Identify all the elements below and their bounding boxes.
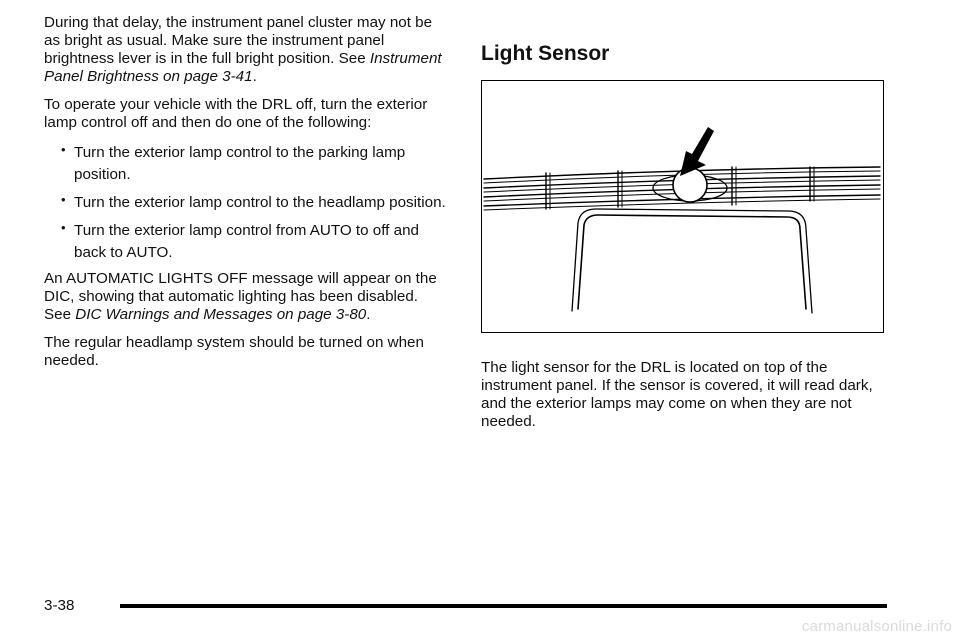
list-item: • Turn the exterior lamp control to the parking lamp position. [44,142,446,186]
page-footer [44,597,887,617]
regular-headlamp-paragraph: The regular headlamp system should be turned on when needed. [44,334,424,369]
delay-paragraph: During that delay, the instrument panel cluster may not be as bright as usual. Make sure the instrument panel brightness lever is in the full bright position. See Instrument Panel Brightness on page 3-41. [44,14,442,85]
left-column [44,14,446,380]
drl-off-options-list [44,142,446,264]
drl-off-paragraph: To operate your vehicle with the DRL off, turn the exterior lamp control off and then do one of the following: [44,96,428,131]
list-item: • Turn the exterior lamp control from AUTO to off and back to AUTO. [44,220,446,264]
light-sensor-figure [481,80,884,333]
footer-rule [120,604,887,608]
instrument-brightness-reference: Instrument Panel Brightness on page 3-41 [44,50,442,85]
light-sensor-description: The light sensor for the DRL is located on top of the instrument panel. If the sensor is covered, it will read dark, and the exterior lamps may come on when they are not needed. [481,359,873,430]
list-item: • Turn the exterior lamp control to the headlamp position. [44,192,446,214]
light-sensor-illustration-icon [482,81,882,331]
watermark: carmanualsonline.info [801,618,952,635]
right-column [481,14,885,441]
dic-warnings-reference: DIC Warnings and Messages on page 3-80 [75,306,367,323]
page-number: 3-38 [44,597,75,614]
automatic-lights-off-paragraph: An AUTOMATIC LIGHTS OFF message will appear on the DIC, showing that automatic lighting has been disabled. See DIC Warnings and Messages on page 3-80. [44,270,437,323]
section-heading: Light Sensor [481,42,610,65]
